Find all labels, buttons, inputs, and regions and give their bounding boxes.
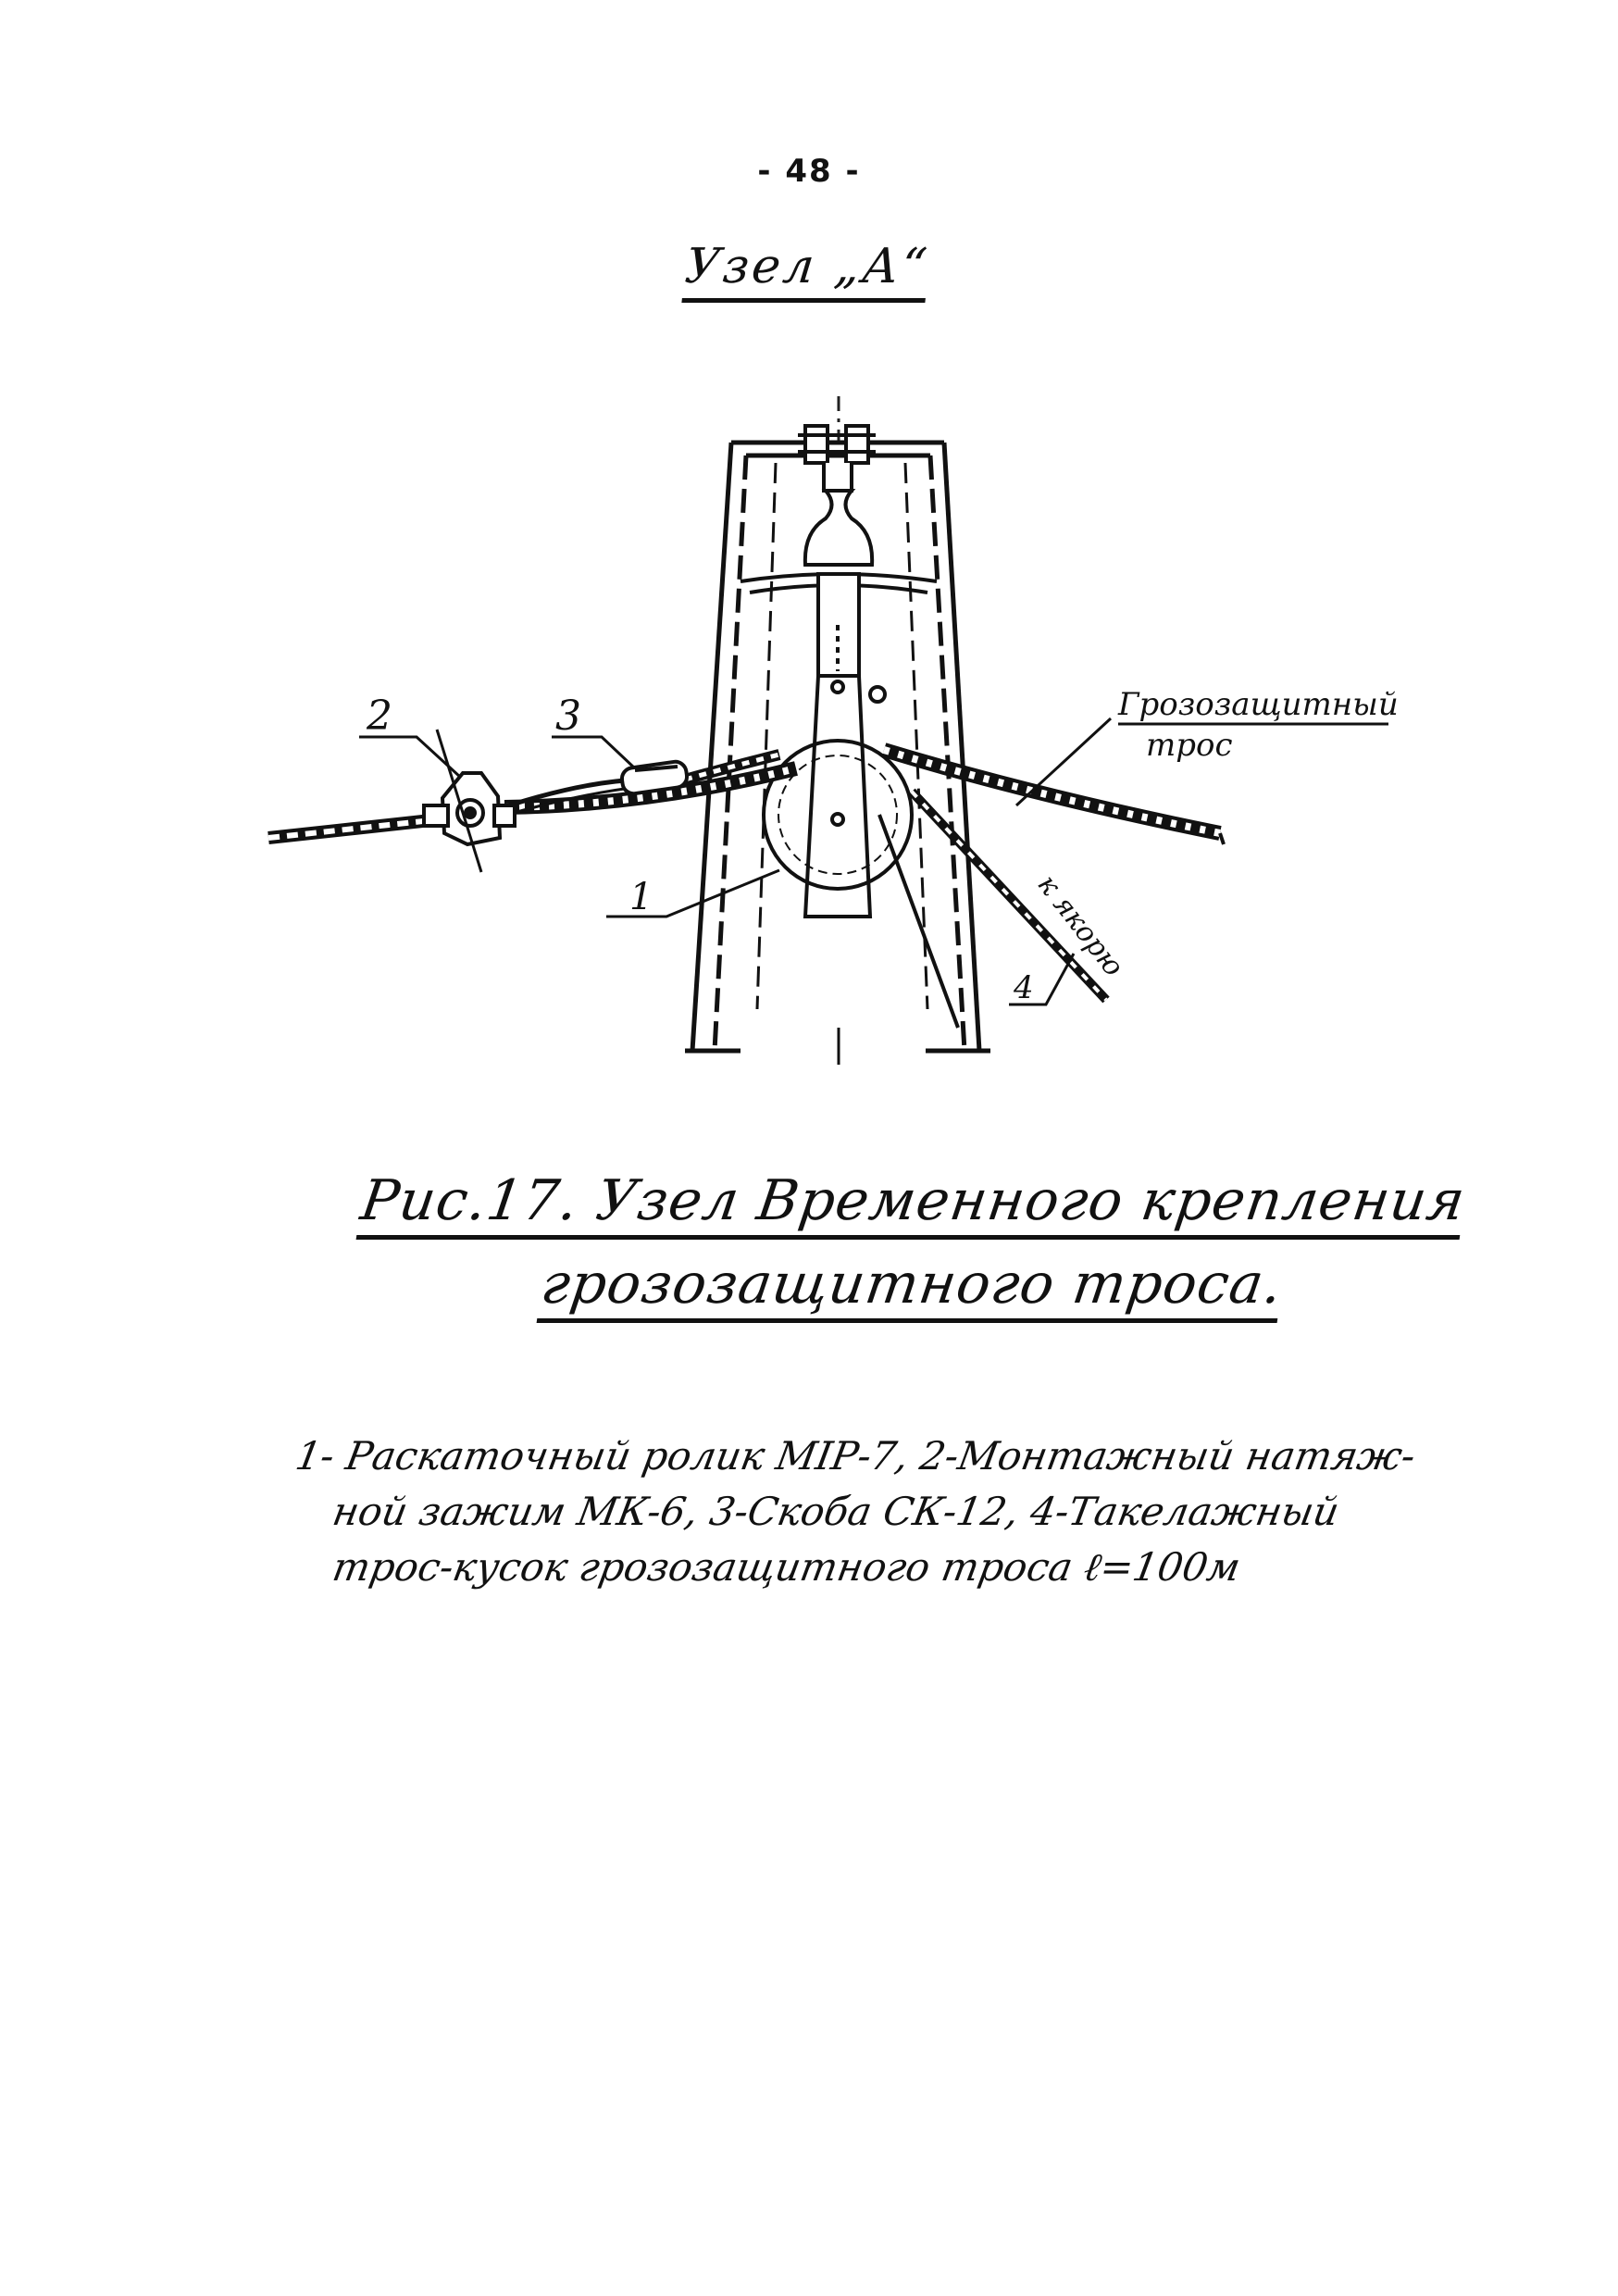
ground-wire-right: [884, 750, 1224, 844]
callout-2-label: 2: [367, 693, 392, 740]
ground-wire-left: [268, 768, 796, 838]
legend-line1: 1- Раскаточный ролик МІР-7, 2-Монтажный натяж-: [292, 1433, 1419, 1479]
page-number: - 48 -: [757, 153, 861, 190]
cable-name-line1: Грозозащитный: [1118, 686, 1399, 723]
callout-3-label: 3: [555, 693, 581, 740]
figure-caption-line2: грозозащитного троса.: [537, 1252, 1288, 1323]
to-anchor-label: к якорю: [1030, 868, 1130, 983]
tension-clamp: [424, 730, 515, 872]
legend-line2: ной зажим МК-6, 3-Скоба СК-12, 4-Такелажный: [329, 1489, 1343, 1534]
node-title: Узел „А“: [681, 239, 932, 303]
legend-line3: трос-кусок грозозащитного троса ℓ=100м: [329, 1544, 1244, 1590]
cable-name-line2: трос: [1146, 727, 1233, 764]
callout-1-label: 1: [629, 876, 653, 918]
top-clamp: [798, 426, 876, 491]
callout-4-label: 4: [1014, 969, 1034, 1006]
figure-caption-line1: Рис.17. Узел Временного крепления: [356, 1168, 1470, 1240]
